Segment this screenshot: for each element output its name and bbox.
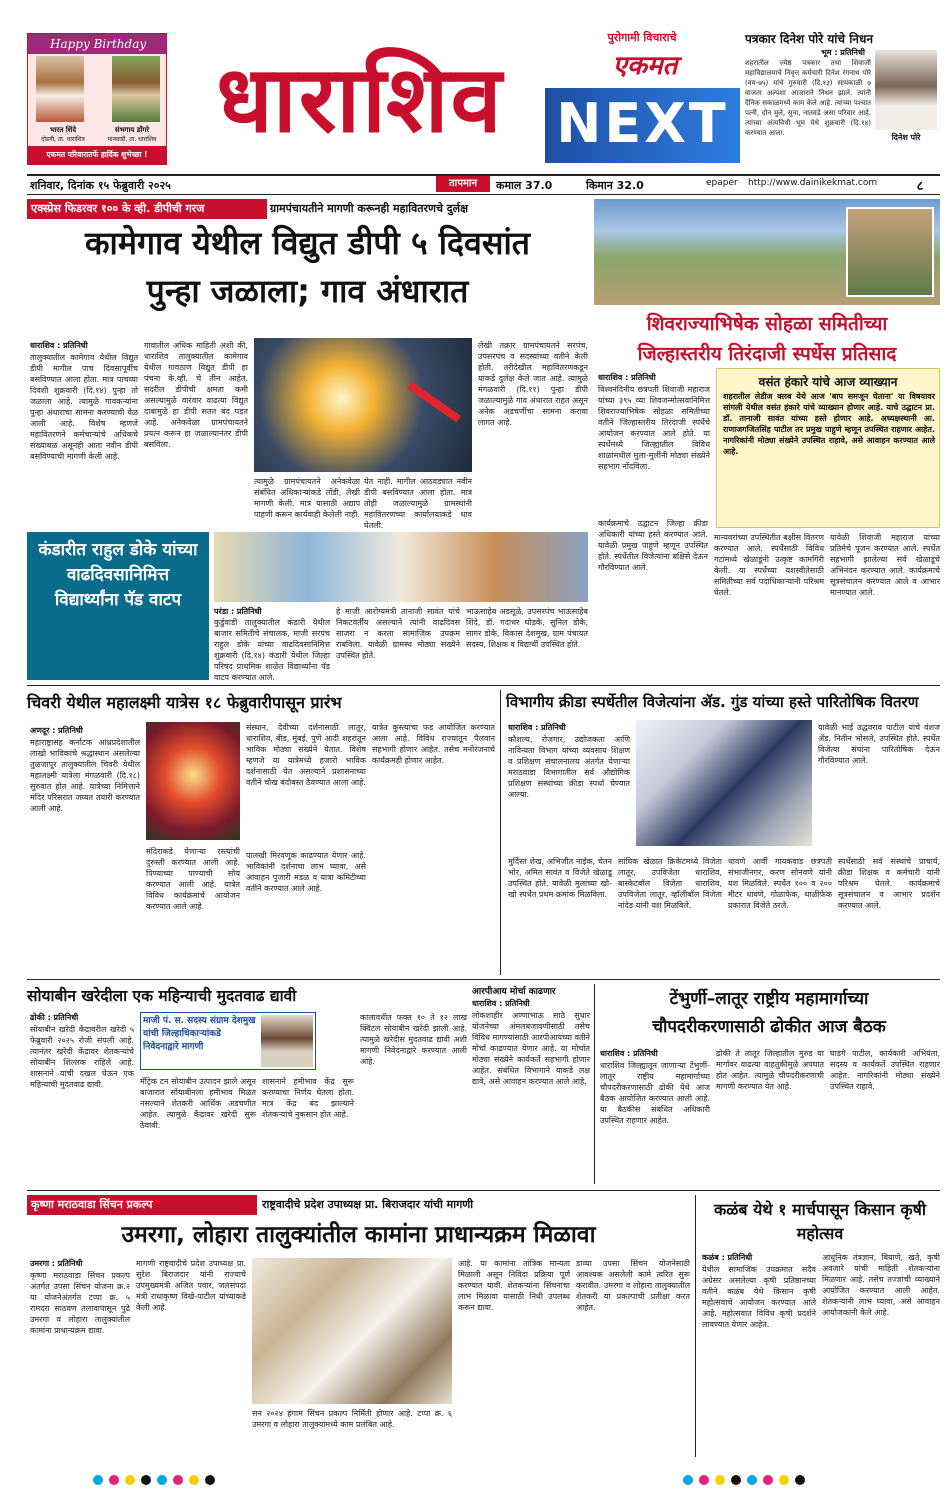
highway-headline-line2: चौपदरीकरणासाठी ढोकीत आज बैठक xyxy=(652,1017,886,1037)
birthday-greeting: एकमत परिवारातर्फे हार्दिक शुभेच्छा ! xyxy=(28,146,166,164)
archery-headline-line2: जिल्हास्तरीय तिरंदाजी स्पर्धेस प्रतिसाद xyxy=(637,343,897,365)
temperature-label: तापमान xyxy=(436,176,490,192)
birthday-person1-name: भारत शिंदे xyxy=(49,126,77,134)
yatra-body-col2: संस्थान, देवीच्या दर्शनासाठी लातूर, धाराशिव, बीड, मुंबई, पुणे आदी शहरांतून भाविक मोठ्या संख्येने येतात. विशेष म्हणजे या यात्रेमध्ये हजारो भाविक दर्शनासाठी येत असल्याने प्रशासनाच्या वतीने चोख बंदोबस्त ठेवण्यात आला आहे. xyxy=(246,723,366,787)
kalamb-body-col1: येथील सामाजिक उपक्रमात सदैव अग्रेसर असलेल्या कृषी प्रतिष्ठानच्या वतीने कळंब येथे किसान कृषी महोत्सवाचे आयोजन करण्यात आले आहे. महोत्सवात विविध कृषी प्रदर्शने लावण्यात येणार आहेत. xyxy=(702,1265,816,1329)
lead-body-col1: तालुक्यातील कामेगाव येथील विद्युत डीपी मागील पाच दिवसापूर्वीच बसविण्यात आला होता. मात्र पाचव्या दिवशी शुक्रवारी (दि.१४) पुन्हा तो जळाला आहे. त्यामुळे गावकऱ्यांना पुन्हा अंधाराचा सामना करण्याची वेळ आली आहे. विशेष म्हणजे महावितरणने कर्मचाऱ्यांचे अधिकचे संख्याबळ असूनही आता नवीन डीपी बसविण्याची मागणी केली आहे. xyxy=(30,353,138,461)
section-rule-3 xyxy=(27,1190,940,1191)
umarga-body-col3: आहे. या कामांना तांत्रिक मान्यता मिळाली असून निविदा प्रक्रिया पूर्ण करण्यात यावी. शेतकऱ्यांना सिंचनाचा लाभ मिळावा यासाठी निधी उपलब्ध करून द्यावा. xyxy=(458,1259,570,1312)
sports-body-col2: यावेळी भाई उद्धवराव पाटील यांचे वंशज ॲड. नितीन भोसले, उपस्थित होते. स्पर्धेत विजेत्या संघांना पारितोषिक देऊन गौरविण्यात आले. xyxy=(818,723,940,765)
kandari-photo xyxy=(214,532,588,602)
website-link[interactable]: http://www.dainikekmat.com xyxy=(748,178,878,188)
sports-body-col1: कौशल्य, रोजगार, उद्योजकता आणि नाविन्यता विभाग यांच्या व्यवसाय शिक्षण व प्रशिक्षण संचालनालय अंतर्गत येणाऱ्या मराठवाडा विभागातील सर्व औद्योगिक प्रशिक्षण संस्थांच्या क्रीडा स्पर्धा घेण्यात आल्या. xyxy=(508,735,630,799)
sports-body-col3: मुर्दिस्त शेख, अभिजीत नाईक, चेतन भोर, अमित सावंत व विजेते खेळाडू उपस्थित होते. यावेळी मुलांच्या खो-खो स्पर्धेत प्रथम क्रमांक मिळविला. xyxy=(508,857,612,899)
dateline-bottom-rule xyxy=(27,194,940,195)
archery-body-col2: कार्यक्रमाचे उद्घाटन जिल्हा क्रीडा अधिकारी यांच्या हस्ते करण्यात आले. यावेळी प्रमुख पाहुणे म्हणून उपस्थित होते. स्पर्धेतील विजेत्यांना बक्षिसे देऊन गौरविण्यात आले. xyxy=(598,519,708,572)
registration-marks-right xyxy=(680,1470,880,1484)
archery-body-col4: यावेळी शिवाजी महाराज यांच्या प्रतिमेचे पूजन करण्यात आले. स्पर्धेत सहभागी झालेल्या सर्व खेळाडूंचे अभिनंदन करण्यात आले. कार्यक्रमाचे सूत्रसंचालन करण्यात आले व आभार मानण्यात आले. xyxy=(830,533,940,597)
birthday-title: Happy Birthday xyxy=(28,34,166,54)
reg-dot-magenta-4 xyxy=(763,1475,773,1485)
soybean-inset-title: माजी पं. स. सदस्य संग्राम देशमुख यांची जिल्हाधिकाऱ्यांकडे निवेदनाद्वारे मागणी xyxy=(143,1016,256,1052)
yatra-body-col3: मंदिराकडे येणाऱ्या रस्त्यांची दुरुस्ती करण्यात आली आहे. पिण्याच्या पाण्याची सोय करण्यात आली आहे. यात्रेत विविध कार्यक्रमांचे आयोजन करण्यात आले आहे. xyxy=(146,847,240,911)
soybean-body-col1: सोयाबीन खरेदी केंद्रावरील खरेदी ५ फेब्रुवारी २०२५ रोजी संपली आहे. त्यानंतर खरेदी केंद्रावर शेतकऱ्यांचे सोयाबीन शिल्लक राहिले आहे. शासनाने याची दखल घेऊन एक महिन्याची मुदतवाढ द्यावी. xyxy=(30,1025,134,1089)
highway-body-col2: ढोकी ते लातूर जिल्हातील मुरुड या मार्गावर वाढत्या वाहतुकीमुळे अपघात होत आहेत. त्यामुळे चौपदरीकरणाची मागणी करण्यात येत आहे. xyxy=(716,1049,824,1091)
sports-reporter: धाराशिव : प्रतिनिधी xyxy=(508,723,566,732)
kalamb-body-col2: आधुनिक तंत्रज्ञान, बियाणे, खते, कृषी अवजारे यांची माहिती शेतकऱ्यांना मिळणार आहे. तसेच तज्ज्ञांची व्याख्याने आयोजित करण्यात आली आहेत. शेतकऱ्यांनी लाभ घ्यावा, असे आवाहन आयोजकांनी केले आहे. xyxy=(822,1253,940,1317)
umarga-reporter: उमरगा : प्रतिनिधी xyxy=(30,1259,83,1268)
lead-body-col3: त्यामुळे ग्रामपंचायतने अनेकवेळा संबंधित अधिकाऱ्यांकडे तोंडी, लेखी मागणी केली. मात्र यासाठी अद्याप पाहणी करून कार्यवाही केलेली नाही. xyxy=(254,477,360,519)
kandari-body-col3: भाऊसाहेब अडसूळे, उपसरपंच भाऊसाहेब शिंदे, डॉ. गदाधर घोडके, सुनिल डोके, सागर डोके, विकास देशमुख, ग्राम पंचायत सदस्य, शिक्षक व विद्यार्थी उपस्थित होते. xyxy=(466,607,588,649)
soybean-body-col4: कालावधीत फक्त १० ते १२ लाख क्विंटल सोयाबीन खरेदी झाली आहे. त्यामुळे खरेदीस मुदतवाढ द्यावी अशी मागणी निवेदनाद्वारे करण्यात आली आहे. xyxy=(360,1013,467,1066)
umarga-body-col1: कृष्णा मराठवाडा सिंचन प्रकल्प अंतर्गत उपसा सिंचन योजना क्र.२ या योजनेअंतर्गत टप्पा क्र. ५ रामदरा साठवण तलावापासून पुढे उमरगा व लोहारा तालुक्यांतील कामांना प्राधान्यक्रम द्यावा. xyxy=(30,1271,130,1335)
sports-headline: विभागीय क्रीडा स्पर्धेतील विजेत्यांना ॲड. गुंड यांच्या हस्ते पारितोषिक वितरण xyxy=(506,693,919,711)
reg-dot-cyan-3 xyxy=(683,1475,693,1485)
rpi-headline: आरपीआय मोर्चा काढणार xyxy=(472,987,556,997)
lecture-box xyxy=(716,368,940,528)
soybean-headline: सोयाबीन खरेदीला एक महिन्याची मुदतवाढ द्यावी xyxy=(27,987,297,1005)
obituary-body: शहरातील ज्येष्ठ पत्रकार तथा शिवाजी महाविद्यालयाचे निवृत्त कर्मचारी दिनेश रंगनाथ पोरे (वय-७५) यांचे गुरुवारी (दि.१३) सायंकाळी ७ वाजता अल्पशा आजाराने निधन झाले. त्यांनी दैनिक सकाळमध्ये काम केले आहे. त्यांच्या पश्चात पत्नी, दोन मुले, सुना, नातवंडे असा परिवार आहे. त्यांच्या अंत्यविधी भूम येथे शुक्रवारी (दि.१४) करण्यात आला. xyxy=(745,59,871,137)
paper-name: धाराशिव xyxy=(216,46,504,153)
reg-dot-cyan xyxy=(93,1475,103,1485)
epaper-label: epaper xyxy=(706,178,738,188)
obituary-reporter: भूम : प्रतिनिधी xyxy=(821,48,865,57)
umarga-body-col4: डाव्या उपसा सिंचन योजनेसाठी आवश्यक असलेली कामे त्वरित सुरू करावीत. उमरगा व लोहारा तालुक्यातील शेतकरी या प्रकल्पाची प्रतीक्षा करत आहेत. xyxy=(576,1259,690,1312)
umarga-body-col2: मागणी राष्ट्रवादीचे प्रदेश उपाध्यक्ष प्रा. सुरेश बिराजदार यांनी राज्याचे उपमुख्यमंत्री अजित पवार, जलसंपदा मंत्री राधाकृष्ण विखे-पाटील यांच्याकडे केली आहे. xyxy=(136,1259,246,1312)
umarga-headline: उमरगा, लोहारा तालुक्यांतील कामांना प्राधान्यक्रम मिळावा xyxy=(121,1222,596,1248)
lead-headline-line1: कामेगाव येथील विद्युत डीपी ५ दिवसांत xyxy=(84,224,531,262)
sports-body-col5: धावणे आर्वी गायकवाड छत्रपती संभाजीनगर, करण सोनवणे यांनी यश मिळविले. स्पर्धेत १०० व २०० मीटर धावणे, गोळाफेक, थाळीफेक प्रकारात विजेते ठरले. xyxy=(728,857,832,910)
birthday-person1-photo xyxy=(36,56,84,122)
yatra-photo-deity xyxy=(146,722,240,840)
obituary-photo xyxy=(875,50,937,130)
umarga-kicker: कृष्णा मराठवाडा सिंचन प्रकल्प xyxy=(27,1195,257,1215)
lead-reporter: धाराशिव : प्रतिनिधी xyxy=(30,341,88,350)
lead-headline-line2: पुन्हा जळाला; गाव अंधारात xyxy=(146,272,469,310)
reg-dot-black xyxy=(141,1475,151,1485)
reg-dot-yellow-4 xyxy=(779,1475,789,1485)
edition-logo xyxy=(545,88,740,163)
obituary-section xyxy=(745,30,940,170)
reg-dot-black-3 xyxy=(731,1475,741,1485)
umarga-photo-caption: सन २०२४ हंगाम सिंचन प्रकल्प निर्मिती होणार आहे. टप्पा क्र. ६ उमरगा व लोहारा तालुक्यांमध्ये काम प्रलंबित आहे. xyxy=(252,1409,452,1429)
lead-strap: ग्रामपंचायतीने मागणी करूनही महावितरणचे दुर्लक्ष xyxy=(270,202,468,215)
yatra-headline: चिवरी येथील महालक्ष्मी यात्रेस १८ फेब्रुवारीपासून प्रारंभ xyxy=(27,693,342,712)
dateline-date: शनिवार, दिनांक १५ फेब्रुवारी २०२५ xyxy=(30,179,171,192)
yatra-body-col1: महाराष्ट्रासह कर्नाटक आंध्रप्रदेशातील लाखो भाविकांचे श्रद्धास्थान असलेल्या तुळजापूर तालुक्यातील चिवरी येथील महालक्ष्मी यात्रेला मंगळवारी (दि.१८) सुरुवात होत आहे. यात्रेच्या निमित्ताने मंदिर परिसरात जय्यत तयारी करण्यात आली आहे. xyxy=(30,738,140,813)
soybean-reporter: ढोकी : प्रतिनिधी xyxy=(30,1013,79,1022)
birthday-person2-place: पानवाडी, ता. धाराशिव xyxy=(107,136,157,143)
archery-photo xyxy=(594,199,940,305)
rpi-body: लोकशाहीर अण्णाभाऊ साठे सुधार योजनेच्या अंमलबजावणीसाठी तसेच विविध मागण्यांसाठी आरपीआयच्या वतीने मोर्चा काढण्यात येणार आहे. या मोर्चात मोठ्या संख्येने कार्यकर्ते सहभागी होणार आहेत. संबंधित विभागाने याकडे लक्ष द्यावे, असे आवाहन करण्यात आले आहे. xyxy=(472,1011,590,1086)
lead-kicker: एक्स्प्रेस फिडरवर १०० के व्ही. डीपीची गरज xyxy=(27,199,267,219)
soybean-body-col3: शासनाने हमीभाव केंद्र सुरू करण्याचा निर्णय घेतला होता. मात्र केंद्र बंद झाल्याने शेतकऱ्यांचे नुकसान होत आहे. xyxy=(262,1077,354,1119)
kandari-reporter: परंडा : प्रतिनिधी xyxy=(214,607,262,616)
sports-body-col6: स्पर्धेसाठी सर्व संस्थांचे प्राचार्य, क्रीडा शिक्षक व कर्मचारी यांनी परिश्रम घेतले. कार्यक्रमाचे सूत्रसंचालन व आभार प्रदर्शन करण्यात आले. xyxy=(838,857,940,910)
section-rule-2 xyxy=(27,979,940,980)
kandari-box-text: कंडारीत राहुल डोके यांच्या वाढदिवसानिमित्त विद्यार्थ्यांना पॅड वाटप xyxy=(38,540,198,610)
archery-body-col1: विश्वनंदिनीय छत्रपती शिवाजी महाराज यांच्या ३९५ व्या शिवजन्मोत्सवानिमित्त शिवराज्याभिषेक सोहळा समितीच्या वतीने जिल्हास्तरीय तिरंदाजी स्पर्धेचे आयोजन करण्यात आले होते. या स्पर्धेमध्ये जिल्ह्यातील विविध शाळांमधील मुला-मुलींनी मोठ्या संख्येने सहभाग नोंदविला. xyxy=(598,385,710,471)
edition-label: NEXT xyxy=(556,92,729,155)
reg-dot-cyan-2 xyxy=(157,1475,167,1485)
archery-reporter: धाराशिव : प्रतिनिधी xyxy=(598,373,656,382)
reg-dot-black-4 xyxy=(795,1475,805,1485)
temperature-max: कमाल 37.0 xyxy=(496,179,553,192)
highway-headline-line1: टेंभुर्णी–लातूर राष्ट्रीय महामार्गाच्या xyxy=(669,989,869,1009)
temperature-min: किमान 32.0 xyxy=(586,179,644,192)
yatra-body-col5: यात्रेत कुस्त्यांचा फड आयोजित करण्यात आला आहे. विविध राज्यांतून पैलवान सहभागी होणार आहेत. तसेच मनोरंजनाचे कार्यक्रमही होणार आहेत. xyxy=(372,723,495,765)
rpi-reporter: धाराशिव : प्रतिनिधी xyxy=(472,999,530,1008)
reg-dot-cyan-4 xyxy=(747,1475,757,1485)
lead-photo-bulb xyxy=(254,338,472,472)
archery-body-col3: मान्यवरांच्या उपस्थितीत बक्षीस वितरण करण्यात आले. स्पर्धेसाठी विविध गटांमध्ये खेळाडूंनी उत्कृष्ट कामगिरी केली. या स्पर्धेच्या यशस्वीतेसाठी समितीच्या सर्व पदाधिकाऱ्यांनी परिश्रम घेतले. xyxy=(714,533,824,597)
umarga-strap: राष्ट्रवादीचे प्रदेश उपाध्यक्ष प्रा. बिराजदार यांची मागणी xyxy=(262,1198,474,1211)
page-number: ८ xyxy=(916,179,924,194)
reg-dot-black-2 xyxy=(205,1475,215,1485)
brand-logo: एकमत xyxy=(612,51,678,81)
highway-body-col3: घाडगे पाटील, कार्यकारी अभियंता, सदस्य व कार्यकर्ते उपस्थित राहणार आहेत. नागरिकांनी मोठ्या संख्येने उपस्थित राहावे. xyxy=(830,1049,940,1091)
archery-headline-line1: शिवराज्याभिषेक सोहळा समितीच्या xyxy=(646,313,888,335)
birthday-box xyxy=(27,33,167,165)
section-rule-1 xyxy=(27,685,940,686)
birthday-person2-photo xyxy=(112,56,160,122)
reg-dot-magenta-3 xyxy=(699,1475,709,1485)
obituary-headline: पत्रकार दिनेश पोरे यांचे निधन xyxy=(745,32,874,46)
birthday-person2-name: संभगाय डोंगरे xyxy=(114,126,150,134)
soybean-body-col2: मॅट्रिक टन सोयाबीन उत्पादन झाले असून बाजारात सोयाबीनला हमीभाव मिळत नसल्याने शेतकरी आर्थिक अडचणीत आहेत. त्यामुळे केंद्रावर खरेदी सुरू ठेवावी. xyxy=(140,1077,256,1130)
kandari-box xyxy=(27,532,209,680)
tagline: पुरोगामी विचाराचे xyxy=(607,31,677,44)
reg-dot-yellow-2 xyxy=(189,1475,199,1485)
kandari-body-col2: हे माजी आरोग्यमंत्री तानाजी सावंत यांचे निकटवर्तीय असल्याने त्यांनी वाढदिवस साजरा न करता सामाजिक उपक्रम राबविला. यावेळी ग्रामस्थ मोठ्या संख्येने उपस्थित होते. xyxy=(336,607,460,660)
kalamb-reporter: कळंब : प्रतिनिधी xyxy=(702,1253,753,1262)
soybean-inset xyxy=(140,1012,316,1070)
column-rule-yatra xyxy=(500,690,501,975)
reg-dot-magenta-2 xyxy=(173,1475,183,1485)
highway-body-col1: धाराशिव जिल्ह्यातून जाणाऱ्या टेंभुर्णी-लातूर राष्ट्रीय महामार्गाच्या चौपदरीकरणासाठी ढोकी येथे आज बैठक आयोजित करण्यात आली आहे. या बैठकीस संबंधित अधिकारी उपस्थित राहणार आहेत. xyxy=(600,1061,710,1125)
reg-dot-magenta xyxy=(109,1475,119,1485)
registration-marks-left xyxy=(90,1470,290,1484)
column-rule-kalamb xyxy=(695,1195,696,1457)
lead-body-col2: गावातील अधिक माहिती अशी की, धाराशिव तालुक्यातील कामेगाव येथील गावठाण विद्युत डीपी हा पंचना के.व्ही. चे तीन आहेत. सदरील डीपीची क्षमता कमी असल्यामुळे वारंवार वाढत्या विद्युत दाबामुळे हा डीपी सतत बंद पडत आहे. अनेकवेळा ग्रामपंचायतने प्रयत्न करून हा जळाल्यानंतर डीपी बसविला. xyxy=(144,341,248,449)
birthday-person1-place: दोडगी, ता. धाराशिव xyxy=(41,136,85,143)
yatra-body-col4: पालखी मिरवणूक काढण्यात येणार आहे. भाविकांनी दर्शनाचा लाभ घ्यावा, असे आवाहन पुजारी मंडळ व यात्रा कमिटीच्या वतीने करण्यात आले आहे. xyxy=(246,851,366,893)
lead-photo-arrow xyxy=(407,382,461,423)
archery-photo-inset xyxy=(846,207,934,297)
lecture-body: शहरातील लेडीज क्लब येथे आज 'बाप समजून घेताना' या विषयावर सांगली येथील वसंत हंकारे यांचे व्याख्यान होणार आहे. याचे उद्घाटन प्रा. डॉ. तानाजी सावंत यांच्या हस्ते होणार आहे. अध्यक्षस्थानी आ. राणाजगजितसिंह पाटील तर प्रमुख पाहुणे म्हणून उपस्थित राहणार आहेत. नागरिकांनी मोठ्या संख्येने उपस्थित राहावे, असे आवाहन करण्यात आले आहे. xyxy=(723,392,935,456)
reg-dot-yellow-3 xyxy=(715,1475,725,1485)
obituary-name-caption: दिनेश पोरे xyxy=(891,133,921,142)
lead-body-col5: लेखी तक्रार ग्रामपंचायतने सरपंच, उपसरपंच व सदस्यांच्या वतीने केली होती. तरीदेखील महावितरणकडून याकडे दुर्लक्ष केले जात आहे. त्यामुळे मंगळवारी (दि.११) पुन्हा डीपी जळाल्यामुळे गाव अंधारात राहत असून अनेक अडचणींचा सामना करावा लागत आहे. xyxy=(478,341,588,427)
reg-dot-yellow xyxy=(125,1475,135,1485)
kandari-body-col1: कुर्डुवाडी तालुक्यातील कंडारी येथील बाजार समितीचे संचालक, माजी सरपंच राहुल डोके यांच्या वाढदिवसानिमित्त शुक्रवारी (दि.१४) कंडारी येथील जिल्हा परिषद प्राथमिक शाळेत विद्यार्थ्यांना पॅड वाटप करण्यात आले. xyxy=(214,618,330,682)
soybean-inset-photo xyxy=(261,1015,313,1067)
umarga-photo xyxy=(252,1258,452,1404)
lecture-headline: वसंत हंकारे यांचे आज व्याख्यान xyxy=(758,375,898,389)
lead-body-col4: येत नाही. मागील आठवड्यात नवीन डीपी बसविण्यात आला होता. मात्र तोही जळाल्यामुळे ग्रामस्थांनी महावितरणच्या कार्यालयाकडे धाव घेतली. xyxy=(364,477,472,530)
kalamb-headline: कळंब येथे १ मार्चपासून किसान कृषी महोत्सव xyxy=(713,1200,926,1243)
yatra-reporter: अणदूर : प्रतिनिधी xyxy=(30,726,83,735)
sports-body-col4: सांघिक खेळात क्रिकेटमध्ये विजेता लातूर, उपविजेता धाराशिव, बास्केटबॉल विजेता धाराशिव, उपविजेता लातूर, व्हॉलीबॉल विजेता नांदेड यांनी यश मिळविले. xyxy=(618,857,722,910)
highway-reporter: धाराशिव : प्रतिनिधी xyxy=(600,1049,658,1058)
sports-photo xyxy=(636,720,812,846)
column-rule-highway xyxy=(594,984,595,1184)
